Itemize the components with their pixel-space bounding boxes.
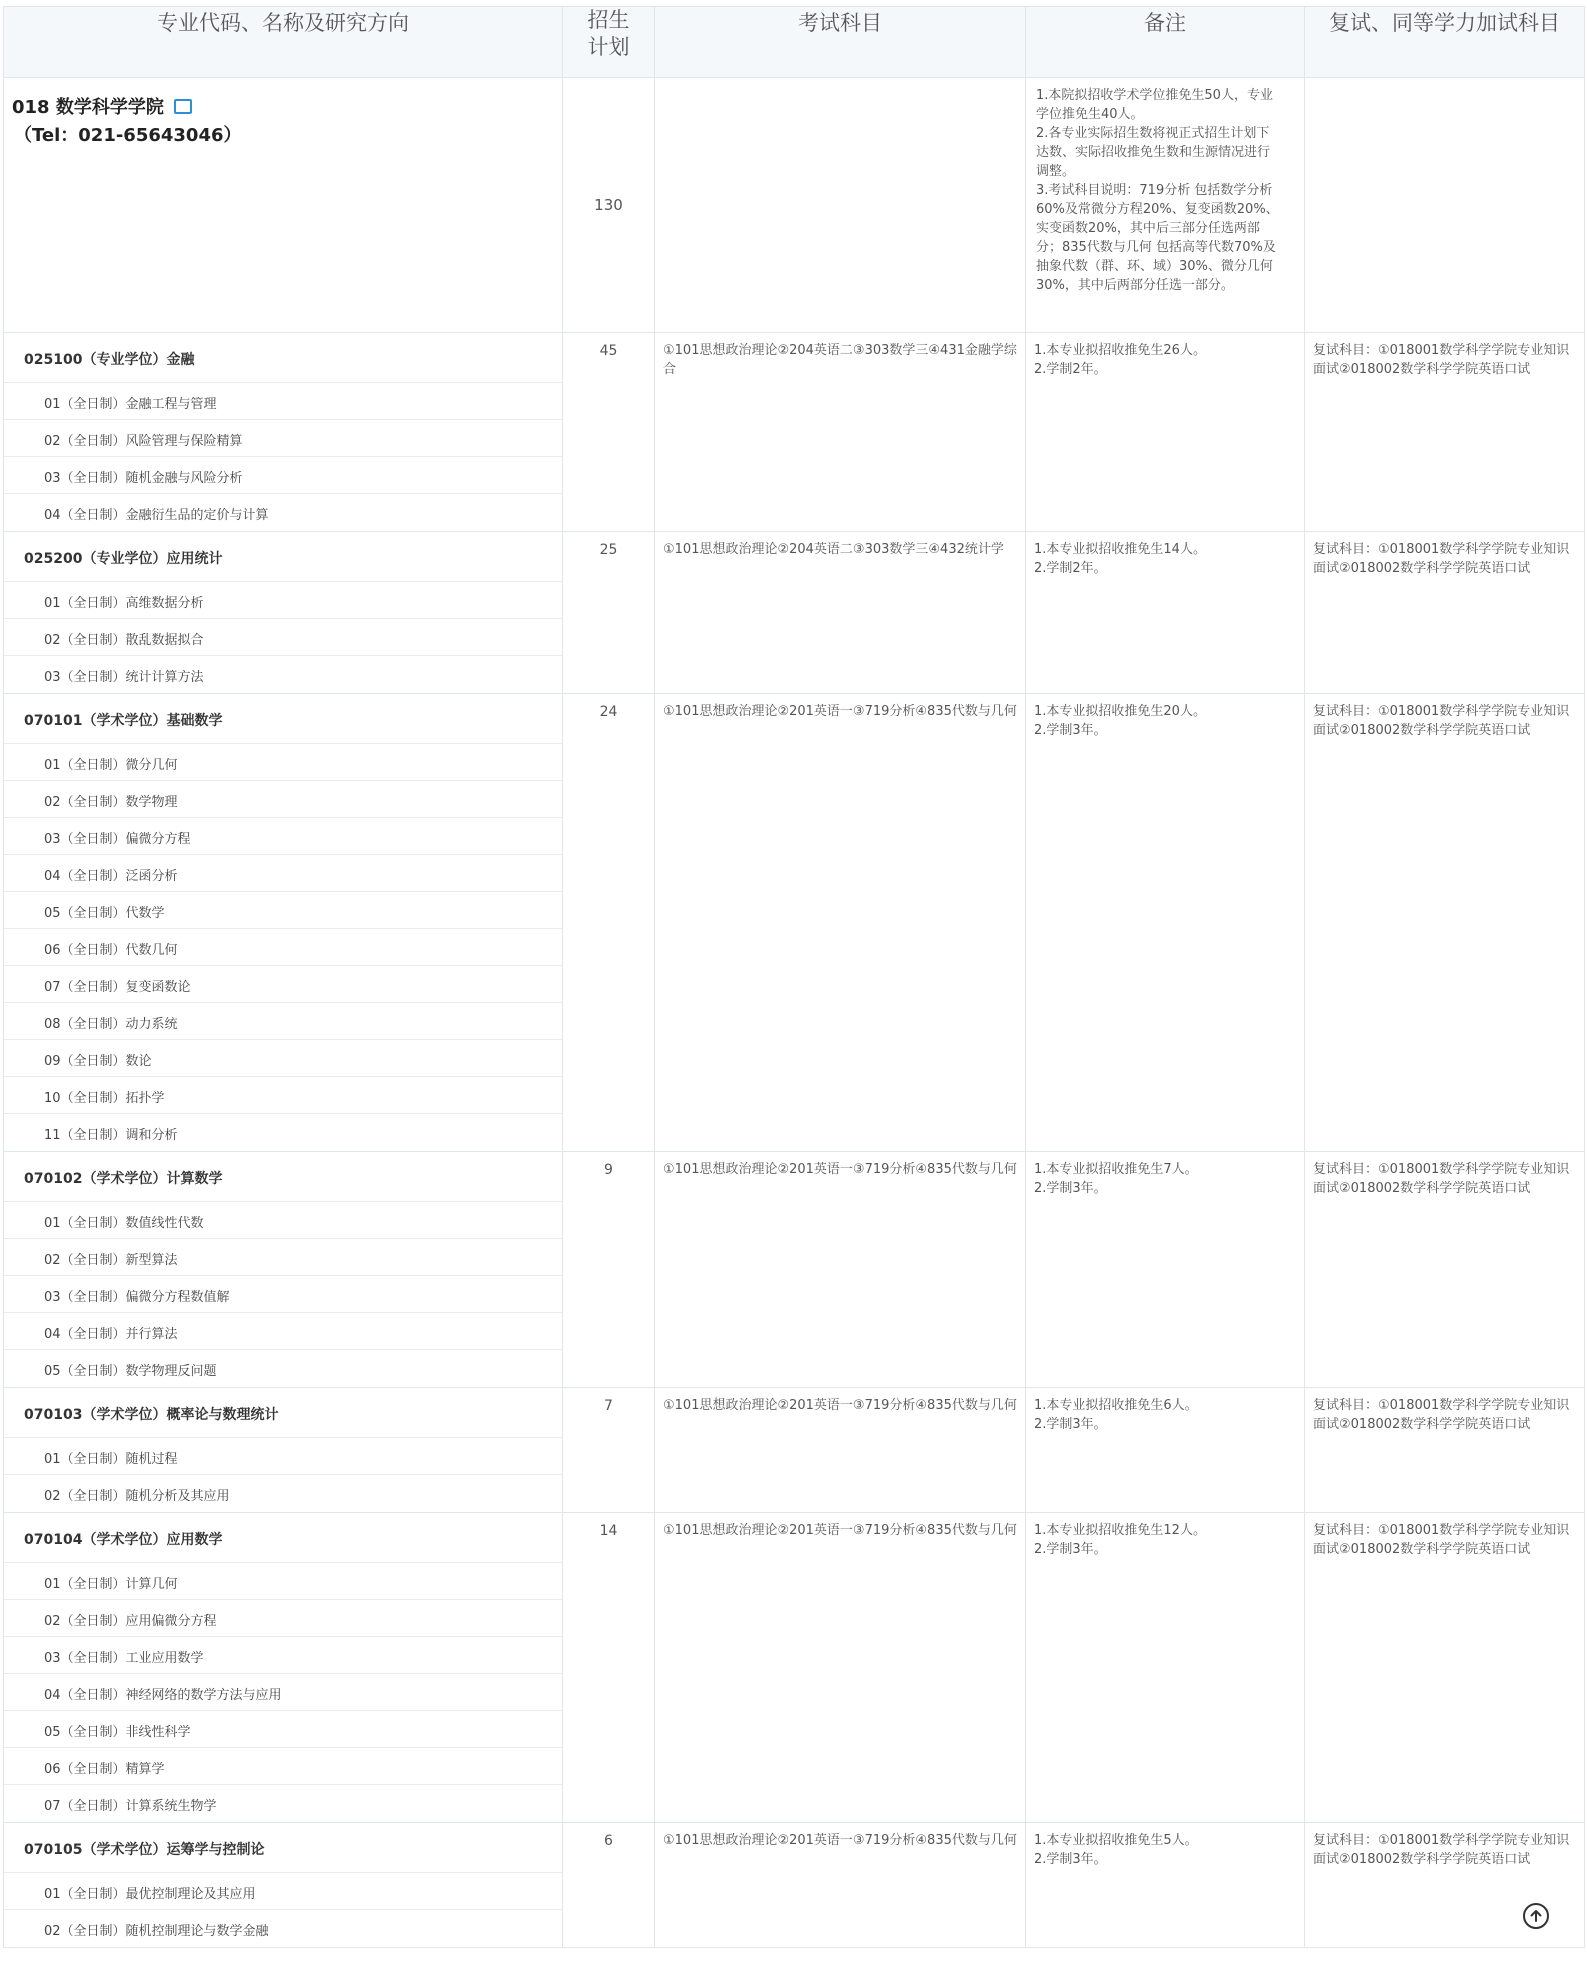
college-remark-line: 调整。: [1036, 164, 1076, 179]
remark-line: 2.学制3年。: [1034, 1417, 1107, 1432]
direction-item: 03（全日制）偏微分方程数值解: [4, 1276, 562, 1313]
major-title: 025200（专业学位）应用统计: [4, 532, 562, 582]
direction-item: 04（全日制）金融衍生品的定价与计算: [44, 508, 269, 523]
direction-item: 06（全日制）精算学: [4, 1748, 562, 1785]
exam-subjects: ①101思想政治理论②201英语一③719分析④835代数与几何: [663, 1833, 1017, 1848]
direction-item: 07（全日制）复变函数论: [4, 966, 562, 1003]
college-remark-line: 抽象代数（群、环、域）30%、微分几何: [1036, 259, 1273, 274]
arrow-up-icon: [1528, 1908, 1544, 1924]
remark-cell: [1026, 532, 1305, 694]
remark-cell: [1026, 333, 1305, 532]
remark-cell: [1026, 694, 1305, 1152]
exam-subjects: ①101思想政治理论②204英语二③303数学三④432统计学: [663, 542, 1004, 557]
college-remark-line: 达数、实际招收推免生数和生源情况进行: [1036, 145, 1271, 160]
college-remark-cell: [1026, 78, 1305, 333]
direction-item: 02（全日制）数学物理: [4, 781, 562, 818]
exam-subjects: ①101思想政治理论②204英语二③303数学三④431金融学综合: [663, 343, 1017, 377]
remark-text: [1026, 333, 1304, 379]
college-row: [4, 78, 1585, 333]
remark-cell: [1026, 1388, 1305, 1513]
college-info-cell: [4, 78, 563, 333]
exam-subjects: ①101思想政治理论②201英语一③719分析④835代数与几何: [663, 1162, 1017, 1177]
retest-subjects: 复试科目：①018001数学科学学院专业知识面试②018002数学科学学院英语口试: [1313, 1833, 1570, 1867]
major-row: [4, 1513, 1585, 1823]
direction-item: 10（全日制）拓扑学: [4, 1077, 562, 1114]
direction-item: 04（全日制）泛函分析: [4, 855, 562, 892]
retest-subjects: 复试科目：①018001数学科学学院专业知识面试②018002数学科学学院英语口试: [1313, 704, 1570, 738]
plan-cell: [563, 1388, 655, 1513]
major-cell: [4, 694, 563, 1152]
remark-text: [1026, 1823, 1304, 1869]
college-remark-line: 3.考试科目说明：719分析 包括数学分析: [1036, 183, 1273, 198]
direction-item: 01（全日制）微分几何: [4, 744, 562, 781]
major-title: 070104（学术学位）应用数学: [4, 1513, 562, 1563]
direction-item: 01（全日制）随机过程: [4, 1438, 562, 1475]
college-exam-cell: [655, 78, 1026, 333]
header-retest: 复试、同等学力加试科目: [1305, 7, 1585, 78]
direction-item: 01（全日制）计算几何: [4, 1563, 562, 1600]
plan-cell: [563, 694, 655, 1152]
plan-value: 14: [599, 1523, 618, 1539]
college-remark-line: 分；835代数与几何 包括高等代数70%及: [1036, 240, 1276, 255]
major-title: 025100（专业学位）金融: [4, 333, 562, 383]
plan-cell: [563, 1513, 655, 1823]
plan-cell: [563, 1823, 655, 1948]
retest-subjects: 复试科目：①018001数学科学学院专业知识面试②018002数学科学学院英语口试: [1313, 343, 1570, 377]
direction-item: 02（全日制）新型算法: [4, 1239, 562, 1276]
plan-value: 6: [604, 1833, 613, 1849]
direction-item: 02（全日制）应用偏微分方程: [4, 1600, 562, 1637]
retest-cell: [1305, 333, 1585, 532]
exam-subjects: ①101思想政治理论②201英语一③719分析④835代数与几何: [663, 1523, 1017, 1538]
major-title: 070103（学术学位）概率论与数理统计: [4, 1388, 562, 1438]
plan-value: 9: [604, 1162, 613, 1178]
back-to-top-button[interactable]: [1523, 1903, 1549, 1929]
retest-cell: [1305, 1823, 1585, 1948]
exam-cell: [655, 1388, 1026, 1513]
remark-line: 1.本专业拟招收推免生26人。: [1034, 343, 1206, 358]
direction-item: 01（全日制）最优控制理论及其应用: [4, 1873, 562, 1910]
direction-item: 02（全日制）散乱数据拟合: [4, 619, 562, 656]
remark-line: 2.学制2年。: [1034, 561, 1107, 576]
remark-line: 2.学制3年。: [1034, 1852, 1107, 1867]
remark-line: 1.本专业拟招收推免生14人。: [1034, 542, 1206, 557]
exam-cell: [655, 333, 1026, 532]
direction-item: 11（全日制）调和分析: [44, 1128, 178, 1143]
retest-cell: [1305, 1513, 1585, 1823]
exam-cell: [655, 532, 1026, 694]
remark-line: 1.本专业拟招收推免生6人。: [1034, 1398, 1198, 1413]
direction-item: 02（全日制）随机分析及其应用: [44, 1489, 230, 1504]
college-remark-line: 学位推免生40人。: [1036, 107, 1144, 122]
major-cell: [4, 1152, 563, 1388]
remark-text: [1026, 1388, 1304, 1434]
direction-item: 05（全日制）非线性科学: [4, 1711, 562, 1748]
plan-cell: [563, 1152, 655, 1388]
exam-subjects: ①101思想政治理论②201英语一③719分析④835代数与几何: [663, 704, 1017, 719]
direction-item: 07（全日制）计算系统生物学: [44, 1799, 217, 1814]
direction-item: 04（全日制）并行算法: [4, 1313, 562, 1350]
major-row: [4, 1388, 1585, 1513]
remark-text: [1026, 1513, 1304, 1559]
remark-cell: [1026, 1152, 1305, 1388]
major-title: 070105（学术学位）运筹学与控制论: [4, 1823, 562, 1873]
college-retest-cell: [1305, 78, 1585, 333]
college-title: [4, 78, 562, 120]
major-cell: [4, 1513, 563, 1823]
direction-item: 04（全日制）神经网络的数学方法与应用: [4, 1674, 562, 1711]
retest-subjects: 复试科目：①018001数学科学学院专业知识面试②018002数学科学学院英语口试: [1313, 1523, 1570, 1557]
college-remark-line: 2.各专业实际招生数将视正式招生计划下: [1036, 126, 1270, 141]
header-plan: [563, 7, 655, 78]
college-plan: 130: [563, 78, 655, 333]
college-remark-line: 30%，其中后两部分任选一部分。: [1036, 278, 1234, 293]
direction-item: 08（全日制）动力系统: [4, 1003, 562, 1040]
comment-icon[interactable]: [174, 99, 192, 114]
direction-item: 03（全日制）随机金融与风险分析: [4, 457, 562, 494]
direction-item: 03（全日制）偏微分方程: [4, 818, 562, 855]
direction-item: 03（全日制）统计计算方法: [44, 670, 204, 685]
major-row: [4, 1823, 1585, 1948]
plan-cell: [563, 333, 655, 532]
retest-subjects: 复试科目：①018001数学科学学院专业知识面试②018002数学科学学院英语口试: [1313, 1398, 1570, 1432]
college-remark: [1026, 78, 1304, 295]
major-cell: [4, 333, 563, 532]
college-remark-line: 60%及常微分方程20%、复变函数20%、: [1036, 202, 1279, 217]
major-title: 070102（学术学位）计算数学: [4, 1152, 562, 1202]
major-cell: [4, 1823, 563, 1948]
remark-text: [1026, 694, 1304, 740]
remark-line: 1.本专业拟招收推免生7人。: [1034, 1162, 1198, 1177]
remark-line: 1.本专业拟招收推免生12人。: [1034, 1523, 1206, 1538]
plan-value: 25: [599, 542, 618, 558]
plan-cell: [563, 532, 655, 694]
admission-table: [3, 6, 1585, 1948]
major-title: 070101（学术学位）基础数学: [4, 694, 562, 744]
plan-value: 7: [604, 1398, 613, 1414]
remark-line: 1.本专业拟招收推免生5人。: [1034, 1833, 1198, 1848]
direction-item: 01（全日制）金融工程与管理: [4, 383, 562, 420]
direction-item: 02（全日制）风险管理与保险精算: [4, 420, 562, 457]
college-remark-line: 1.本院拟招收学术学位推免生50人，专业: [1036, 88, 1273, 103]
major-row: [4, 532, 1585, 694]
remark-line: 2.学制3年。: [1034, 1542, 1107, 1557]
header-plan-line1: 招生: [587, 8, 630, 32]
remark-line: 2.学制2年。: [1034, 362, 1107, 377]
header-remark: 备注: [1026, 7, 1305, 78]
header-plan-line2: 计划: [587, 35, 630, 59]
plan-value: 45: [599, 343, 618, 359]
exam-cell: [655, 1823, 1026, 1948]
remark-line: 2.学制3年。: [1034, 1181, 1107, 1196]
college-remark-line: 实变函数20%，其中后三部分任选两部: [1036, 221, 1260, 236]
remark-text: [1026, 1152, 1304, 1198]
direction-item: 06（全日制）代数几何: [4, 929, 562, 966]
direction-item: 09（全日制）数论: [4, 1040, 562, 1077]
exam-cell: [655, 694, 1026, 1152]
college-name: 018 数学科学学院: [12, 97, 164, 118]
exam-cell: [655, 1513, 1026, 1823]
remark-line: 2.学制3年。: [1034, 723, 1107, 738]
remark-line: 1.本专业拟招收推免生20人。: [1034, 704, 1206, 719]
remark-cell: [1026, 1513, 1305, 1823]
major-row: [4, 1152, 1585, 1388]
direction-item: 01（全日制）数值线性代数: [4, 1202, 562, 1239]
remark-text: [1026, 532, 1304, 578]
retest-subjects: 复试科目：①018001数学科学学院专业知识面试②018002数学科学学院英语口试: [1313, 542, 1570, 576]
direction-item: 02（全日制）随机控制理论与数学金融: [44, 1924, 269, 1939]
major-row: [4, 694, 1585, 1152]
direction-item: 05（全日制）数学物理反问题: [44, 1364, 217, 1379]
retest-cell: [1305, 1388, 1585, 1513]
plan-value: 24: [599, 704, 618, 720]
retest-cell: [1305, 532, 1585, 694]
major-cell: [4, 1388, 563, 1513]
major-row: [4, 333, 1585, 532]
college-tel: （Tel：021-65643046）: [14, 125, 242, 146]
exam-subjects: ①101思想政治理论②201英语一③719分析④835代数与几何: [663, 1398, 1017, 1413]
header-major: 专业代码、名称及研究方向: [4, 7, 563, 78]
direction-item: 03（全日制）工业应用数学: [4, 1637, 562, 1674]
retest-cell: [1305, 1152, 1585, 1388]
retest-subjects: 复试科目：①018001数学科学学院专业知识面试②018002数学科学学院英语口试: [1313, 1162, 1570, 1196]
header-exam: 考试科目: [655, 7, 1026, 78]
table-header-row: [4, 7, 1585, 78]
remark-cell: [1026, 1823, 1305, 1948]
retest-cell: [1305, 694, 1585, 1152]
exam-cell: [655, 1152, 1026, 1388]
major-cell: [4, 532, 563, 694]
direction-item: 05（全日制）代数学: [4, 892, 562, 929]
direction-item: 01（全日制）高维数据分析: [4, 582, 562, 619]
